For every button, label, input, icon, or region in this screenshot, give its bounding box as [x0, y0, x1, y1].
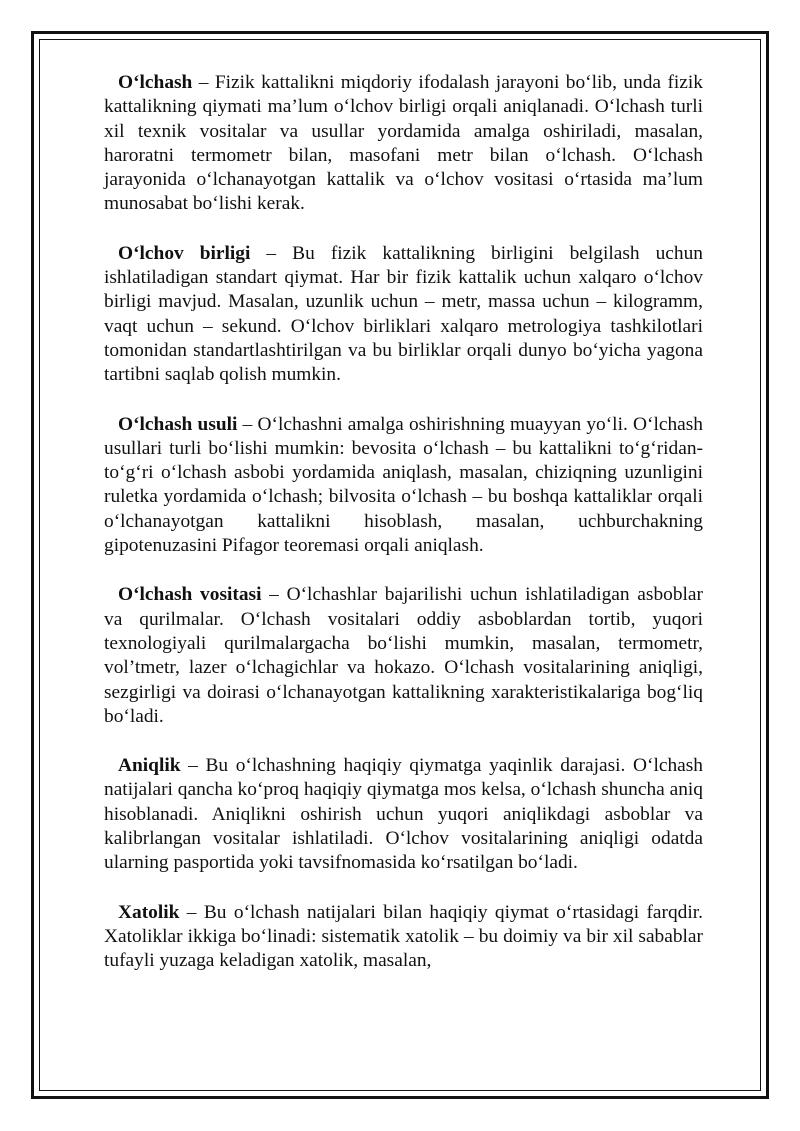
definition-aniqlik — [104, 754, 703, 875]
term-label: O‘lchash vositasi — [118, 584, 262, 606]
term-label: O‘lchash usuli — [118, 413, 238, 435]
definition-olchov-birligi — [104, 242, 703, 388]
term-label: O‘lchash — [118, 72, 193, 93]
term-label: Aniqlik — [118, 755, 181, 777]
definition-xatolik — [104, 901, 703, 974]
definition-olchash-usuli — [104, 413, 703, 559]
term-label: Xatolik — [118, 901, 180, 923]
definition-olchash-vositasi — [104, 583, 703, 729]
definition-olchash — [104, 71, 703, 217]
definition-text: – O‘lchashlar bajarilishi uchun ishlatiladigan asboblar va qurilmalar. O‘lchash vositalari oddiy asboblardan tortib, yuqori texnologiyali qurilmalargacha bo‘lishi mumkin, masalan, termometr, vol’tmetr, lazer o‘lchagichlar va hokazo. O‘lchash vositalarining aniqligi, sezgirligi va doirasi o‘lchanayotgan kattalikning xarakteristikalariga bog‘liq bo‘ladi. — [104, 584, 703, 727]
definition-text: – Bu o‘lchash natijalari bilan haqiqiy qiymat o‘rtasidagi farqdir. Xatoliklar ikkiga bo‘linadi: sistematik xatolik – bu doimiy va bir xil sabablar tufayli yuzaga keladigan xatolik, masalan, — [104, 901, 703, 972]
definition-text: – Bu fizik kattalikning birligini belgilash uchun ishlatiladigan standart qiymat. Har bir fizik kattalik uchun xalqaro o‘lchov birligi mavjud. Masalan, uzunlik uchun – metr, massa uchun – kilogramm, vaqt uchun – sekund. O‘lchov birliklari xalqaro metrologiya tashkilotlari tomonidan standartlashtirilgan va bu birliklar orqali dunyo bo‘yicha yagona tartibni saqlab qolish mumkin. — [104, 242, 703, 386]
definition-text: – O‘lchashni amalga oshirishning muayyan yo‘li. O‘lchash usullari turli bo‘lishi mumkin: bevosita o‘lchash – bu kattalikni to‘g‘ridan-to‘g‘ri o‘lchash asbobi yordamida aniqlash, masalan, chiziqning uzunligini ruletka yordamida o‘lchash; bilvosita o‘lchash – bu boshqa kattaliklar orqali o‘lchanayotgan kattalikni hisoblash, masalan, uchburchakning gipotenuzasini Pifagor teoremasi orqali aniqlash. — [104, 413, 703, 557]
document-body — [104, 71, 703, 999]
definition-text: – Bu o‘lchashning haqiqiy qiymatga yaqinlik darajasi. O‘lchash natijalari qancha ko‘proq haqiqiy qiymatga mos kelsa, o‘lchash shuncha aniq hisoblanadi. Aniqlikni oshirish uchun yuqori aniqlikdagi asboblar va kalibrlangan vositalar ishlatiladi. O‘lchov vositalarining aniqligi odatda ularning pasportida yoki tavsifnomasida ko‘rsatilgan bo‘ladi. — [104, 755, 703, 874]
definition-text: – Fizik kattalikni miqdoriy ifodalash jarayoni bo‘lib, unda fizik kattalikning qiymati ma’lum o‘lchov birligi orqali aniqlanadi. O‘lchash turli xil texnik vositalar va usullar yordamida amalga oshiriladi, masalan, haroratni termometr bilan, masofani metr bilan o‘lchash. O‘lchash jarayonida o‘lchanayotgan kattalik va o‘lchov vositasi o‘rtasida ma’lum munosabat bo‘lishi kerak. — [104, 72, 703, 215]
term-label: O‘lchov birligi — [118, 242, 251, 264]
